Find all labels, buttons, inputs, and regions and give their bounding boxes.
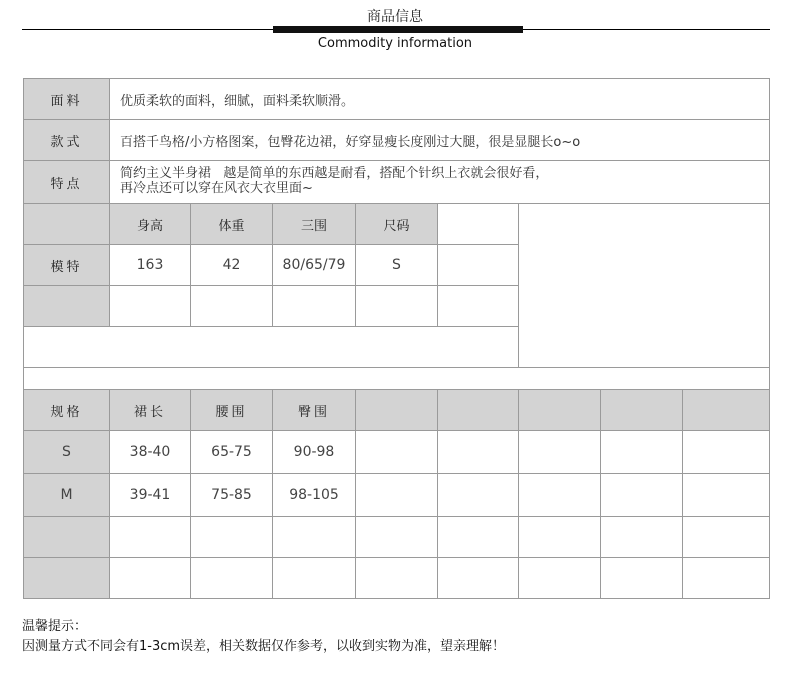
- size-row-label-s: S: [23, 430, 110, 474]
- fabric-label: 面料: [23, 78, 110, 120]
- size-s-empty: [437, 430, 519, 474]
- model-header-size: 尺码: [355, 203, 438, 245]
- feature-label: 特点: [23, 160, 110, 204]
- size-m-empty: [437, 473, 519, 517]
- style-text: 百搭千鸟格/小方格图案，包臀花边裙，好穿显瘦长度刚过大腿，很是显腿长o~o: [109, 119, 770, 161]
- size-header-empty: [437, 389, 519, 431]
- size-s-empty: [682, 430, 770, 474]
- size-m-hip: 98-105: [272, 473, 356, 517]
- size-spec-label: 规格: [23, 389, 110, 431]
- model-value-empty: [437, 244, 519, 286]
- page-subtitle: Commodity information: [317, 36, 473, 51]
- size-blank-label: [23, 516, 110, 558]
- size-blank-label: [23, 557, 110, 599]
- size-blank-cell: [355, 557, 438, 599]
- size-blank-cell: [518, 557, 601, 599]
- size-header-empty: [518, 389, 601, 431]
- header-accent-bar: [273, 26, 523, 33]
- model-side-blank: [518, 203, 770, 368]
- size-s-waist: 65-75: [190, 430, 273, 474]
- size-blank-cell: [682, 557, 770, 599]
- model-blank-cell: [109, 285, 191, 327]
- page-title: 商品信息: [367, 9, 423, 25]
- size-blank-cell: [437, 557, 519, 599]
- model-height-value: 163: [109, 244, 191, 286]
- model-blank-cell: [437, 285, 519, 327]
- size-blank-cell: [682, 516, 770, 558]
- model-header-measurements: 三围: [272, 203, 356, 245]
- notes-text: 因测量方式不同会有1-3cm误差，相关数据仅作参考，以收到实物为准，望亲理解！: [22, 639, 506, 654]
- size-m-empty: [518, 473, 601, 517]
- model-blank-wide-row: [23, 326, 519, 368]
- size-s-empty: [518, 430, 601, 474]
- model-header-height: 身高: [109, 203, 191, 245]
- size-s-hip: 90-98: [272, 430, 356, 474]
- size-blank-cell: [109, 516, 191, 558]
- style-label: 款式: [23, 119, 110, 161]
- size-s-empty: [600, 430, 683, 474]
- size-m-waist: 75-85: [190, 473, 273, 517]
- size-blank-cell: [437, 516, 519, 558]
- size-m-empty: [682, 473, 770, 517]
- size-blank-cell: [272, 557, 356, 599]
- size-m-empty: [355, 473, 438, 517]
- feature-text-line-1: 简约主义半身裙 越是简单的东西越是耐看，搭配个针织上衣就会很好看，: [120, 166, 549, 181]
- model-blank-cell: [190, 285, 273, 327]
- size-m-skirt-length: 39-41: [109, 473, 191, 517]
- model-blank-cell: [355, 285, 438, 327]
- size-header-empty: [682, 389, 770, 431]
- size-blank-cell: [600, 516, 683, 558]
- model-weight-value: 42: [190, 244, 273, 286]
- size-header-hip: 臀围: [272, 389, 356, 431]
- model-measurements-value: 80/65/79: [272, 244, 356, 286]
- size-blank-cell: [355, 516, 438, 558]
- spacer-row: [23, 367, 770, 390]
- model-size-value: S: [355, 244, 438, 286]
- model-header-weight: 体重: [190, 203, 273, 245]
- model-blank-cell: [272, 285, 356, 327]
- size-blank-cell: [272, 516, 356, 558]
- model-label: 模特: [23, 244, 110, 286]
- size-blank-cell: [190, 557, 273, 599]
- size-header-empty: [600, 389, 683, 431]
- size-row-label-m: M: [23, 473, 110, 517]
- size-header-waist: 腰围: [190, 389, 273, 431]
- size-blank-cell: [109, 557, 191, 599]
- notes-block: [22, 617, 505, 657]
- size-blank-cell: [518, 516, 601, 558]
- model-header-blank: [23, 203, 110, 245]
- model-blank-label: [23, 285, 110, 327]
- feature-text-line-2: 再冷点还可以穿在风衣大衣里面~: [120, 181, 313, 196]
- notes-title: 温馨提示：: [22, 619, 88, 634]
- size-m-empty: [600, 473, 683, 517]
- size-blank-cell: [600, 557, 683, 599]
- feature-text: [109, 160, 770, 204]
- size-s-empty: [355, 430, 438, 474]
- size-header-skirt-length: 裙长: [109, 389, 191, 431]
- size-blank-cell: [190, 516, 273, 558]
- model-header-empty: [437, 203, 519, 245]
- fabric-text: 优质柔软的面料，细腻，面料柔软顺滑。: [109, 78, 770, 120]
- size-header-empty: [355, 389, 438, 431]
- size-s-skirt-length: 38-40: [109, 430, 191, 474]
